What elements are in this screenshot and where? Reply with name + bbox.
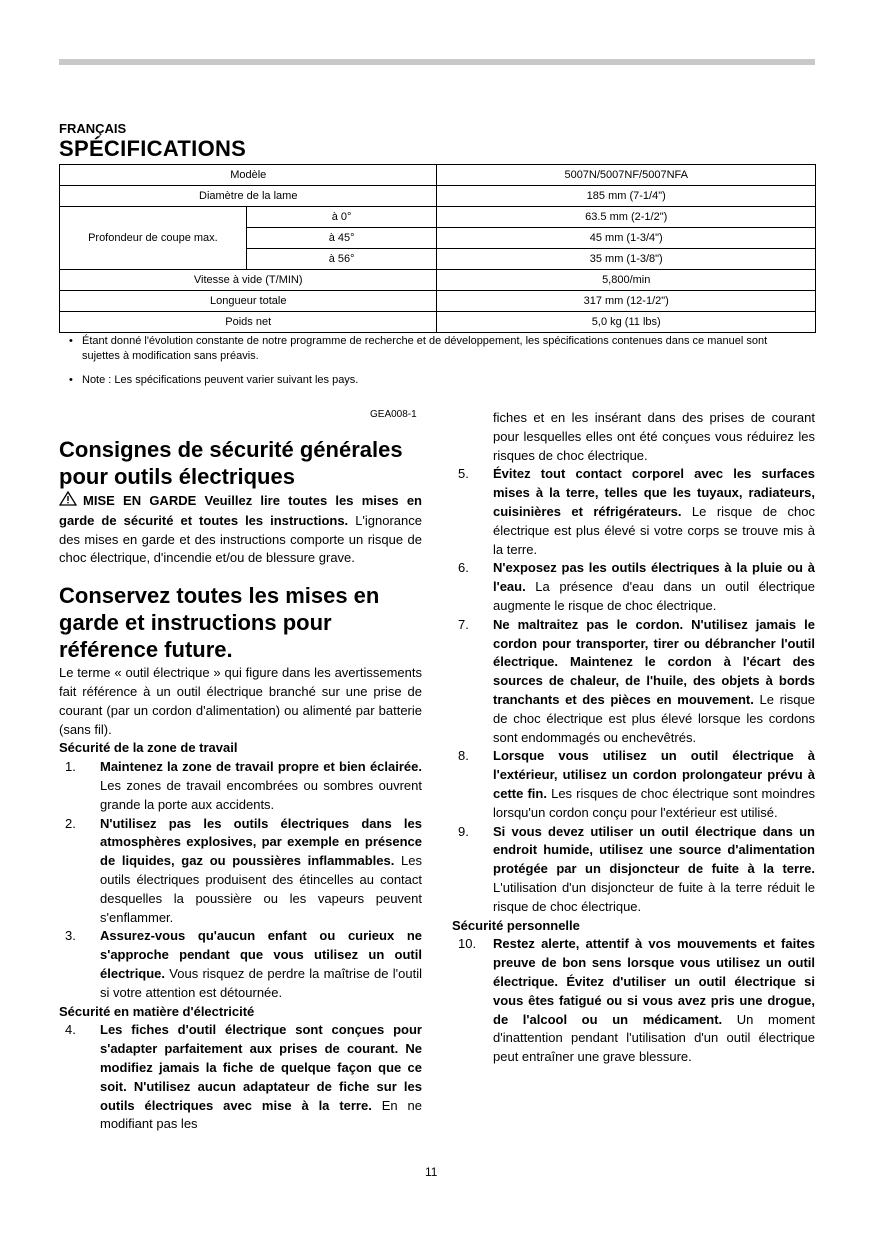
item-number: 7.	[458, 616, 469, 632]
spec-angle: à 45°	[246, 228, 437, 249]
spec-label: Vitesse à vide (T/MIN)	[60, 270, 437, 291]
spec-label: Profondeur de coupe max.	[60, 207, 247, 270]
item-text: Vous risquez de perdre la maîtrise de l'outil si votre attention est détournée.	[100, 965, 422, 1000]
bullet: •	[69, 374, 73, 386]
specifications-title: SPÉCIFICATIONS	[59, 136, 247, 161]
spec-note	[59, 373, 799, 388]
list-item-continuation	[452, 409, 815, 465]
table-row	[60, 165, 816, 186]
spec-value: 63.5 mm (2-1/2")	[437, 207, 816, 228]
table-row	[60, 291, 816, 312]
list-item	[452, 747, 815, 822]
item-number: 3.	[65, 928, 76, 944]
list-item	[59, 758, 422, 814]
spec-label: Modèle	[60, 165, 437, 186]
item-text: L'utilisation d'un disjoncteur de fuite à la terre réduit le risque de choc électrique.	[493, 879, 815, 914]
item-text: Le risque de choc électrique est plus élevé si votre corps se trouve mis à la terre.	[493, 503, 816, 557]
table-row	[60, 312, 816, 333]
item-number: 6.	[458, 560, 469, 576]
language-label: FRANÇAIS	[59, 121, 127, 136]
item-number: 9.	[458, 823, 469, 839]
item-bold: Assurez-vous qu'aucun enfant ou curieux ne s'approche pendant que vous utilisez un outil électrique.	[100, 928, 422, 981]
subheading: Sécurité de la zone de travail	[59, 740, 238, 756]
warning-text: L'ignorance des mises en garde et des instructions comporte un risque de choc électrique, d'incendie et/ou de blessure grave.	[59, 512, 422, 566]
spec-angle: à 56°	[246, 249, 437, 270]
bullet: •	[69, 335, 73, 347]
list-item	[452, 559, 815, 615]
item-number: 8.	[458, 748, 469, 764]
subheading: Sécurité en matière d'électricité	[59, 1003, 255, 1019]
item-text: La présence d'eau dans un outil électrique augmente le risque de choc électrique.	[493, 579, 815, 613]
item-text: Un moment d'inattention pendant l'utilisation d'un outil électrique peut entraîner une grave blessure.	[493, 1011, 815, 1065]
list-item	[452, 823, 815, 917]
item-bold: Si vous devez utiliser un outil électrique dans un endroit humide, utilisez une source d'alimentation protégée par un disjoncteur de fuite à la terre.	[493, 823, 815, 877]
item-bold: N'exposez pas les outils électriques à la pluie ou à l'eau.	[493, 560, 815, 595]
spec-value: 185 mm (7-1/4")	[437, 186, 816, 207]
spec-value: 5,0 kg (11 lbs)	[437, 312, 816, 333]
warning-triangle-icon	[59, 491, 77, 512]
item-text: fiches et en les insérant dans des prises de courant pour lesquelles elles ont été conçues vous réduirez les risques de choc électrique.	[493, 410, 815, 463]
item-text: Les zones de travail encombrées ou sombres ouvrent grande la porte aux accidents.	[100, 777, 422, 812]
list-item	[59, 927, 422, 1002]
spec-value: 45 mm (1-3/4")	[437, 228, 816, 249]
item-text: Les risques de choc électrique sont moindres lorsqu'un cordon conçu pour l'extérieur est utilisé.	[493, 785, 815, 820]
item-text: Les outils électriques produisent des étincelles au contact desquelles la poussière ou les vapeurs peuvent s'enflammer.	[100, 853, 422, 925]
warning-paragraph	[59, 491, 422, 568]
item-number: 4.	[65, 1022, 76, 1038]
list-item	[452, 465, 815, 559]
item-bold: Les fiches d'outil électrique sont conçues pour s'adapter parfaitement aux prises de courant. Ne modifiez jamais la fiche de quelque façon que ce soit. N'utilisez aucun adaptateur de fiche sur les outils électriques avec mise à la terre.	[100, 1022, 422, 1113]
table-row	[60, 207, 816, 228]
spec-value: 5007N/5007NF/5007NFA	[437, 165, 816, 186]
table-row	[60, 270, 816, 291]
item-bold: Lorsque vous utilisez un outil électrique à l'extérieur, utilisez un cordon prolongateur prévu à cette fin.	[493, 748, 815, 801]
item-text: En ne modifiant pas les	[100, 1097, 422, 1132]
spec-value: 5,800/min	[437, 270, 816, 291]
section-heading: Conservez toutes les mises en garde et instructions pour référence future.	[59, 583, 380, 663]
item-number: 5.	[458, 466, 469, 482]
spec-angle: à 0°	[246, 207, 437, 228]
specifications-table	[59, 164, 816, 333]
spec-value: 317 mm (12-1/2")	[437, 291, 816, 312]
spec-value: 35 mm (1-3/8")	[437, 249, 816, 270]
spec-note	[59, 334, 799, 364]
spec-label: Poids net	[60, 312, 437, 333]
subheading: Sécurité personnelle	[452, 917, 580, 933]
list-item	[452, 935, 815, 1067]
section-heading: Consignes de sécurité générales pour outils électriques	[59, 437, 403, 489]
note-text: Note : Les spécifications peuvent varier suivant les pays.	[82, 374, 359, 386]
list-item	[59, 1021, 422, 1134]
page-number: 11	[425, 1165, 438, 1179]
left-column	[59, 436, 422, 1134]
item-bold: Maintenez la zone de travail propre et bien éclairée.	[100, 759, 422, 775]
spec-label: Longueur totale	[60, 291, 437, 312]
list-item	[59, 815, 422, 928]
intro-paragraph: Le terme « outil électrique » qui figure dans les avertissements fait référence à un outil électrique branché sur une prise de courant (par un cordon d'alimentation) ou alimenté par batterie (sans fil).	[59, 665, 422, 737]
item-number: 1.	[65, 759, 76, 775]
note-text: Étant donné l'évolution constante de notre programme de recherche et de développement, les spécifications contenues dans ce manuel sont sujettes à modification sans préavis.	[82, 335, 768, 362]
item-number: 2.	[65, 815, 76, 831]
warning-bold: MISE EN GARDE Veuillez lire toutes les mises en garde de sécurité et toutes les instructions.	[59, 493, 422, 528]
spec-notes	[59, 334, 799, 388]
list-item	[452, 616, 815, 748]
item-number: 10.	[458, 936, 477, 952]
header-rule	[59, 59, 815, 65]
item-bold: Évitez tout contact corporel avec les surfaces mises à la terre, telles que les tuyaux, radiateurs, cuisinières et réfrigérateurs.	[493, 466, 815, 519]
item-bold: Ne maltraitez pas le cordon. N'utilisez jamais le cordon pour transporter, tirer ou débrancher l'outil électrique. Maintenez le cordon à l'écart des sources de chaleur, de l'huile, des objets à bords tranchants et des pièces en mouvement.	[493, 616, 815, 707]
item-bold: Restez alerte, attentif à vos mouvements et faites preuve de bon sens lorsque vous utilisez un outil électrique. Évitez d'utiliser un outil électrique si vous êtes fatigué ou si vous avez pris une drogue, de l'alcool ou un médicament.	[493, 936, 815, 1027]
right-column	[452, 409, 815, 1067]
document-code: GEA008-1	[370, 409, 417, 420]
item-text: Le risque de choc électrique est plus élevé lorsque les cordons sont endommagés ou enchevêtrés.	[493, 691, 815, 745]
spec-label: Diamètre de la lame	[60, 186, 437, 207]
item-bold: N'utilisez pas les outils électriques dans les atmosphères explosives, par exemple en présence de liquides, gaz ou poussières inflammables.	[100, 815, 422, 869]
table-row	[60, 186, 816, 207]
